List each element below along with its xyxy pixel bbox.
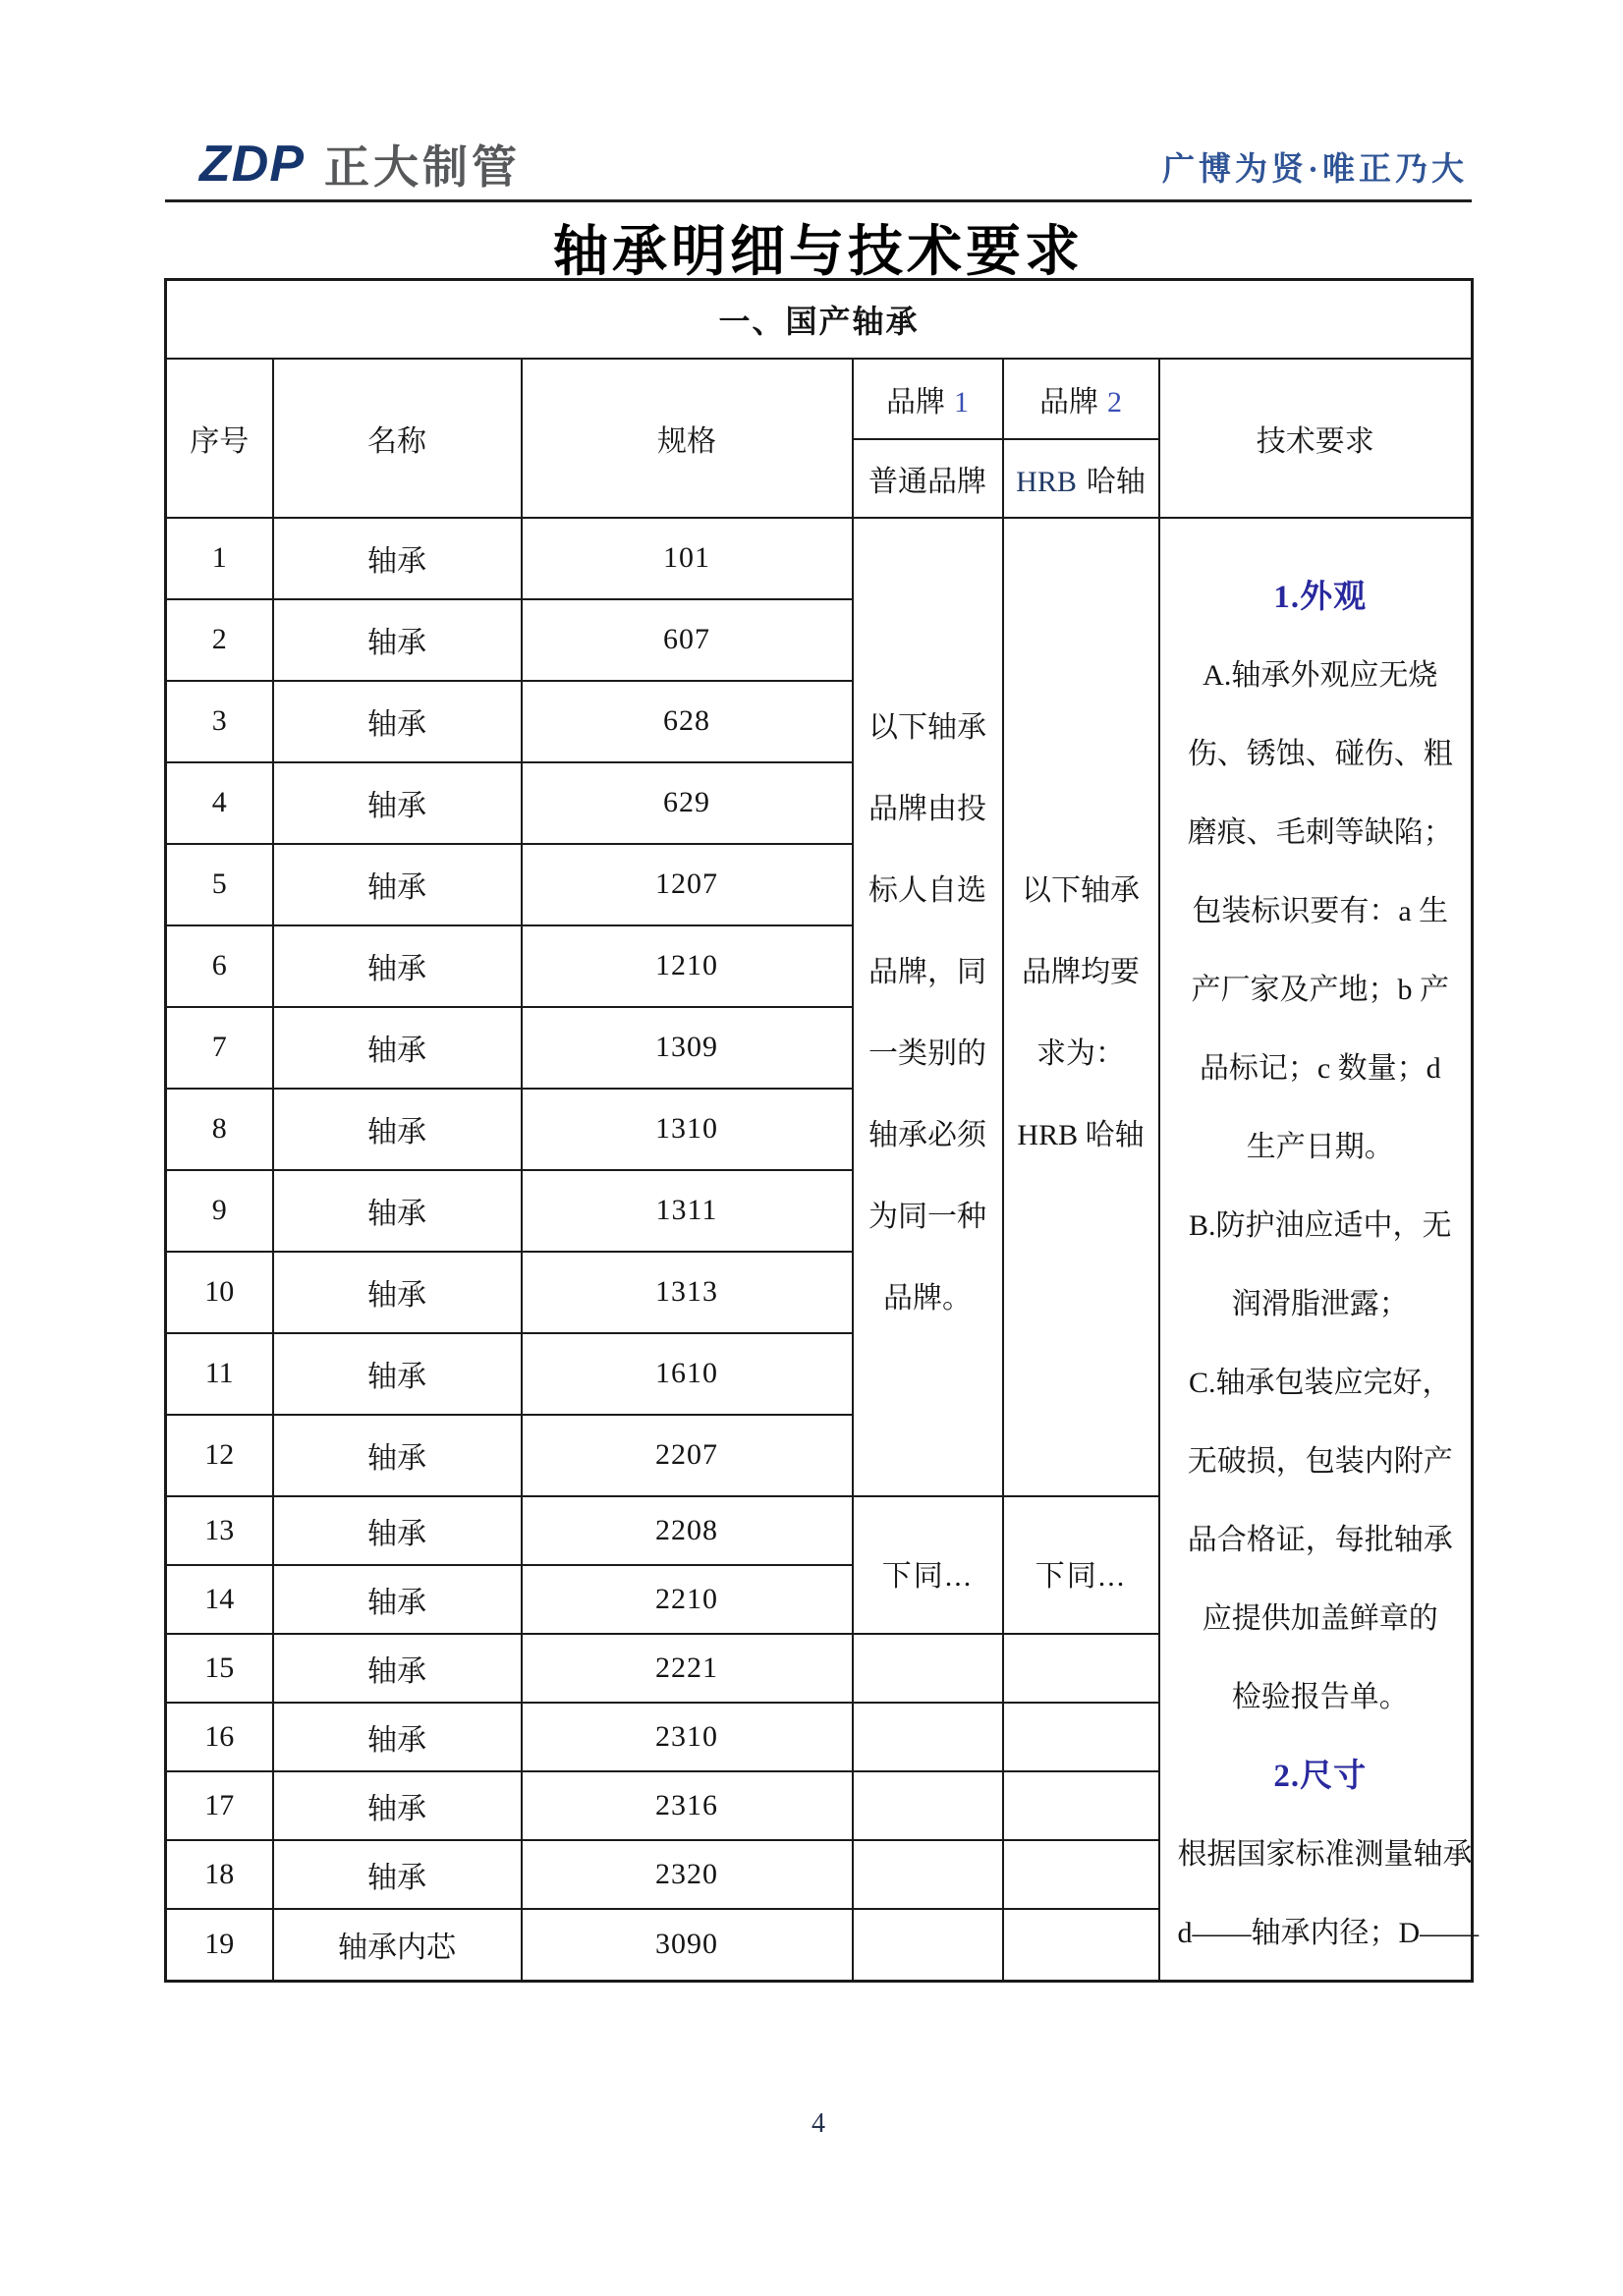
tech-text-line: 包装标识要有：a 生 [1192,895,1449,928]
col-header-brand1 [853,359,1003,439]
row-no-cell: 8 [166,1089,273,1170]
row-no-cell: 17 [166,1771,273,1840]
brand2-empty-cell [1003,1771,1159,1840]
row-no-cell: 3 [166,681,273,762]
row-name-cell: 轴承 [273,1415,522,1496]
brand1-empty-cell [853,1634,1003,1703]
row-name-cell: 轴承 [273,1634,522,1703]
tech-section-heading: 2.尺寸 [1273,1759,1368,1795]
row-name-cell: 轴承 [273,925,522,1007]
table-body [166,518,1480,1982]
col-header-brand2 [1003,359,1159,439]
table-section-header: 一、国产轴承 [166,280,1473,359]
row-name-cell: 轴承 [273,1496,522,1565]
brand2-empty-cell [1003,1840,1159,1909]
row-spec-cell: 101 [522,518,853,599]
brand2-empty-cell [1003,1703,1159,1771]
bearing-table [164,278,1480,1983]
logo-company-name: 正大制管 [324,141,521,193]
tech-text-line: 根据国家标准测量轴承 [1177,1838,1473,1872]
brand2-note-line: HRB 哈轴 [1017,1118,1145,1151]
page-title: 轴承明细与技术要求 [553,222,1084,283]
row-no-cell: 11 [166,1333,273,1415]
brand1-note-line: 品牌由投 [868,792,986,825]
tech-text-line: 生产日期。 [1246,1131,1394,1164]
row-name-cell: 轴承 [273,518,522,599]
row-no-cell: 15 [166,1634,273,1703]
brand2-note-line: 求为： [1036,1036,1125,1070]
company-logo [199,132,521,196]
row-no-cell: 4 [166,762,273,844]
brand2-number: 2 [1107,385,1122,419]
row-name-cell: 轴承 [273,1252,522,1333]
brand1-empty-cell [853,1909,1003,1982]
brand1-empty-cell [853,1771,1003,1840]
row-name-cell: 轴承 [273,1007,522,1089]
row-name-cell: 轴承 [273,1089,522,1170]
tech-text-line: 检验报告单。 [1231,1681,1409,1714]
ditto-brand1-cell: 下同... [853,1496,1003,1634]
col-header-tech: 技术要求 [1159,359,1473,518]
row-no-cell: 2 [166,599,273,681]
tech-text-line: 品合格证，每批轴承 [1187,1524,1453,1557]
brand1-note-cell [853,518,1003,1496]
header-divider [165,199,1472,202]
ditto-brand2-cell: 下同... [1003,1496,1159,1634]
tech-section-heading: 1.外观 [1273,580,1368,616]
row-no-cell: 6 [166,925,273,1007]
row-no-cell: 1 [166,518,273,599]
row-no-cell: 5 [166,844,273,925]
tech-text-line: B.防护油应适中，无 [1189,1209,1452,1243]
row-name-cell: 轴承 [273,1771,522,1840]
row-spec-cell: 1210 [522,925,853,1007]
company-slogan: 广博为贤·唯正乃大 [1161,152,1468,188]
row-name-cell: 轴承 [273,1170,522,1252]
brand1-note-line: 一类别的 [868,1036,986,1070]
logo-zdp-mark: ZDP [199,136,305,193]
row-spec-cell: 1207 [522,844,853,925]
row-name-cell: 轴承 [273,844,522,925]
brand2-empty-cell [1003,1909,1159,1982]
tech-text-line: 品标记；c 数量；d [1199,1052,1441,1086]
row-spec-cell: 2310 [522,1703,853,1771]
tech-requirements-cell [1159,518,1480,1982]
brand1-note-line: 品牌。 [883,1281,972,1315]
row-spec-cell: 607 [522,599,853,681]
brand1-note-line: 轴承必须 [868,1118,986,1151]
col-header-name: 名称 [273,359,522,518]
tech-text-line: 磨痕、毛刺等缺陷； [1187,816,1453,850]
row-spec-cell: 1309 [522,1007,853,1089]
brand1-empty-cell [853,1840,1003,1909]
table-row [166,518,1473,599]
tech-text-line: 应提供加盖鲜章的 [1202,1602,1438,1636]
row-spec-cell: 628 [522,681,853,762]
row-spec-cell: 2320 [522,1840,853,1909]
row-no-cell: 12 [166,1415,273,1496]
row-no-cell: 13 [166,1496,273,1565]
row-spec-cell: 2210 [522,1565,853,1634]
row-name-cell: 轴承 [273,1333,522,1415]
table-section-row [166,280,1473,359]
brand1-note-line: 品牌，同 [868,955,986,988]
row-name-cell: 轴承 [273,681,522,762]
row-no-cell: 16 [166,1703,273,1771]
row-name-cell: 轴承 [273,1565,522,1634]
row-name-cell: 轴承 [273,1703,522,1771]
brand2-note-line: 以下轴承 [1022,873,1140,907]
tech-text-line: C.轴承包装应完好， [1189,1367,1452,1400]
brand1-note-line: 标人自选 [868,873,986,907]
row-spec-cell: 1310 [522,1089,853,1170]
brand1-note-line: 以下轴承 [868,710,986,744]
table-header-row-1 [166,359,1473,439]
row-spec-cell: 2316 [522,1771,853,1840]
row-spec-cell: 1313 [522,1252,853,1333]
brand2-note-line: 品牌均要 [1022,955,1140,988]
row-name-cell: 轴承 [273,1840,522,1909]
brand2-empty-cell [1003,1634,1159,1703]
hrb-brand-name: 哈轴 [1086,465,1146,498]
page-number: 4 [812,2108,825,2139]
tech-text-line: A.轴承外观应无烧 [1203,659,1438,693]
brand1-note-line: 为同一种 [868,1200,986,1233]
row-spec-cell: 2207 [522,1415,853,1496]
tech-text-line: d——轴承内径；D—— [1177,1917,1480,1950]
row-spec-cell: 1610 [522,1333,853,1415]
tech-text-line: 润滑脂泄露； [1231,1288,1409,1321]
row-no-cell: 19 [166,1909,273,1982]
row-no-cell: 9 [166,1170,273,1252]
row-no-cell: 14 [166,1565,273,1634]
row-name-cell: 轴承 [273,762,522,844]
col-header-spec: 规格 [522,359,853,518]
row-spec-cell: 2221 [522,1634,853,1703]
row-no-cell: 10 [166,1252,273,1333]
row-name-cell: 轴承 [273,599,522,681]
row-no-cell: 7 [166,1007,273,1089]
col-subheader-brand1: 普通品牌 [853,439,1003,518]
row-spec-cell: 2208 [522,1496,853,1565]
hrb-brand-code: HRB [1016,465,1077,498]
tech-text-line: 伤、锈蚀、碰伤、粗 [1187,738,1453,771]
brand1-label: 品牌 [886,385,945,419]
row-no-cell: 18 [166,1840,273,1909]
row-name-cell: 轴承内芯 [273,1909,522,1982]
tech-text-line: 无破损，包装内附产 [1187,1445,1453,1479]
brand1-number: 1 [954,385,969,419]
tech-text-line: 产厂家及产地；b 产 [1191,974,1449,1007]
row-spec-cell: 629 [522,762,853,844]
row-spec-cell: 1311 [522,1170,853,1252]
brand1-empty-cell [853,1703,1003,1771]
col-header-no: 序号 [166,359,273,518]
brand2-note-cell [1003,518,1159,1496]
col-subheader-brand2 [1003,439,1159,518]
brand2-label: 品牌 [1039,385,1098,419]
row-spec-cell: 3090 [522,1909,853,1982]
